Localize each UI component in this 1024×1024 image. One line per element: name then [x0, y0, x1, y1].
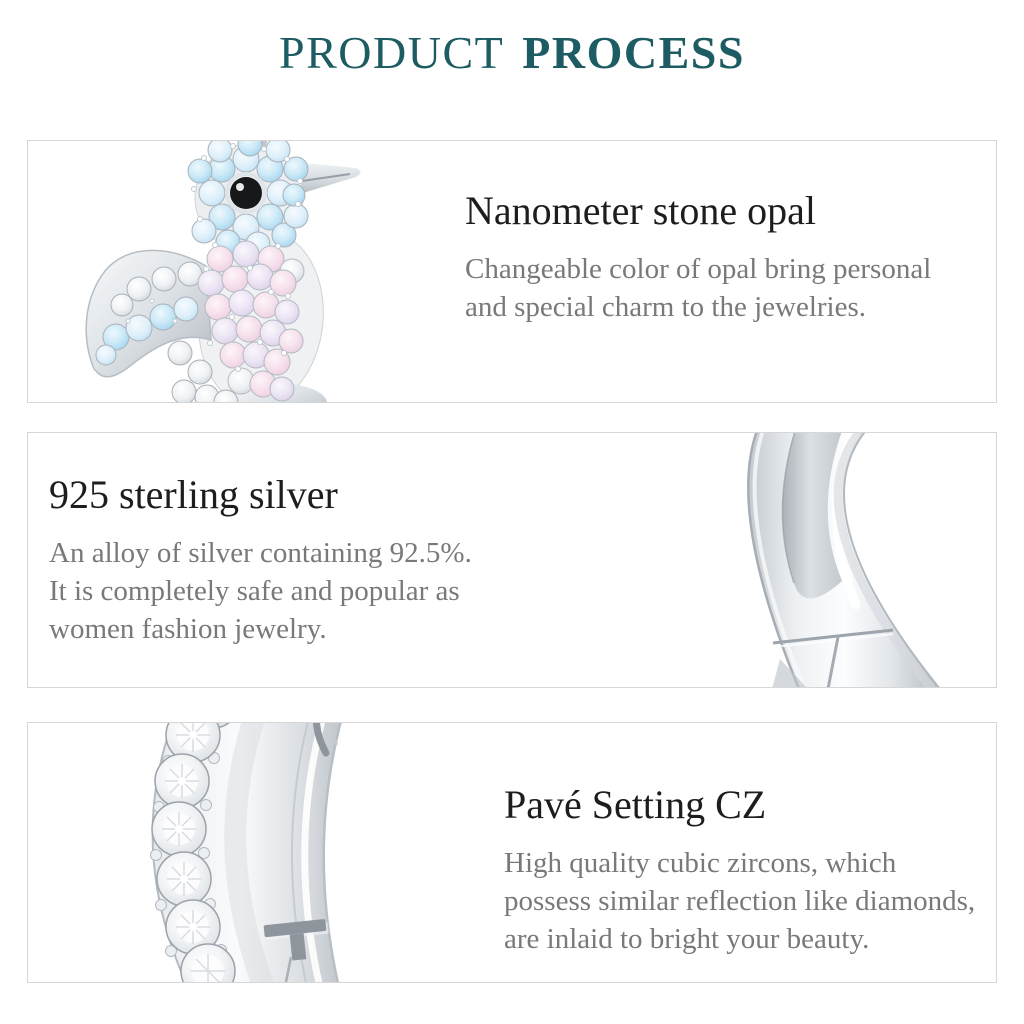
opal-description [465, 250, 985, 326]
section-card-opal [27, 140, 997, 403]
cz-text-block [504, 781, 997, 958]
silver-description-line-2: It is completely safe and popular as [49, 575, 460, 607]
opal-description-line-2: and special charm to the jewelries. [465, 291, 867, 323]
page-title [0, 27, 1024, 78]
opal-heading: Nanometer stone opal [465, 188, 816, 233]
cz-description-line-2: possess similar reflection like diamonds, [504, 885, 976, 917]
cz-description-line-1: High quality cubic zircons, which [504, 847, 897, 879]
page-title-product: PRODUCT [279, 27, 505, 78]
opal-description-line-1: Changeable color of opal bring personal [465, 253, 932, 285]
page-title-process: PROCESS [522, 27, 745, 78]
cz-pave-hoop-image [28, 723, 488, 982]
section-card-cz [27, 722, 997, 983]
cz-description-line-3: are inlaid to bright your beauty. [504, 923, 870, 955]
section-card-silver [27, 432, 997, 688]
silver-description-line-3: women fashion jewelry. [49, 613, 327, 645]
silver-hoop-clasp-image [716, 433, 966, 687]
silver-description-line-1: An alloy of silver containing 92.5%. [49, 537, 472, 569]
opal-text-block [465, 187, 985, 326]
silver-text-block [49, 471, 569, 648]
cz-description [504, 844, 997, 958]
opal-hummingbird-earring-image [28, 141, 468, 402]
silver-heading: 925 sterling silver [49, 472, 338, 517]
silver-description [49, 534, 569, 648]
cz-heading: Pavé Setting CZ [504, 782, 767, 827]
